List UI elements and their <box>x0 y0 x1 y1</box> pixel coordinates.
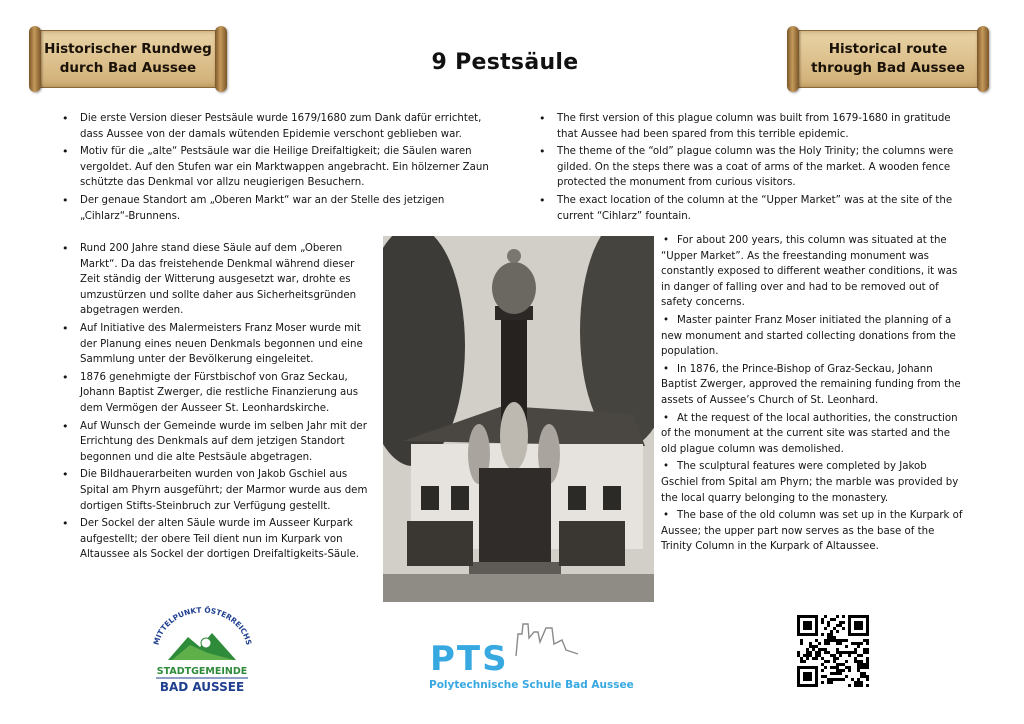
route-sign-german-text: Historischer Rundweg durch Bad Aussee <box>44 41 212 76</box>
pts-abbr: PTS <box>430 639 509 679</box>
english-paragraph: • At the request of the local authorities, the construction of the monument at the current site was started and the old plague column was demolished. <box>661 412 958 455</box>
qr-code[interactable] <box>797 615 869 687</box>
english-paragraph: • In 1876, the Prince-Bishop of Graz-Seckau, Johann Baptist Zwerger, approved the remaining funding from the assets of Aussee’s Church of St. Leonhard. <box>661 363 961 406</box>
english-paragraph: • The theme of the “old” plague column was the Holy Trinity; the columns were gilded. On the steps there was a coat of arms of the market. A wooden fence protected the monument from curious visitors. <box>537 144 967 191</box>
pts-school-name: Polytechnische Schule Bad Aussee <box>429 679 634 691</box>
english-text-list-bottom <box>661 233 966 557</box>
page-title: 9 Pestsäule <box>431 50 579 75</box>
english-paragraph: • The first version of this plague column was built from 1679-1680 in gratitude that Aussee had been spared from this terrible epidemic. <box>537 111 967 142</box>
german-paragraph: • Auf Wunsch der Gemeinde wurde im selben Jahr mit der Errichtung des Denkmals auf dem jetzigen Standort begonnen und die alte Pestsäule abgetragen. <box>60 419 370 466</box>
route-sign-english-text: Historical route through Bad Aussee <box>811 41 965 76</box>
municipality-emblem <box>150 605 255 695</box>
german-paragraph: • Der genaue Standort am „Oberen Markt“ war an der Stelle des jetzigen „Cihlarz“-Brunnens. <box>60 193 490 224</box>
municipality-arc-text: MITTELPUNKT ÖSTERREICHS <box>151 605 254 646</box>
english-text-list-top <box>537 111 967 226</box>
english-paragraph: • The sculptural features were completed by Jakob Gschiel from Spital am Phyrn; the marble was provided by the local quarry belonging to the monastery. <box>661 461 959 504</box>
english-paragraph: • The base of the old column was set up in the Kurpark of Aussee; the upper part now serves as the base of the Trinity Column in the Kurpark of Altaussee. <box>661 510 963 553</box>
german-text-list-top <box>60 111 490 226</box>
english-paragraph-text: The sculptural features were completed by Jakob Gschiel from Spital am Phyrn; the marble was provided by the local quarry belonging to the monastery. <box>661 461 959 504</box>
historic-photo-plague-column <box>383 236 654 602</box>
english-paragraph-text: The base of the old column was set up in the Kurpark of Aussee; the upper part now serves as the base of the Trinity Column in the Kurpark of Altaussee. <box>661 510 963 553</box>
german-paragraph: • Die erste Version dieser Pestsäule wurde 1679/1680 zum Dank dafür errichtet, dass Aussee von der damals wütenden Epidemie verschont geblieben war. <box>60 111 490 142</box>
german-paragraph: • Der Sockel der alten Säule wurde im Ausseer Kurpark aufgestellt; der obere Teil dient nun im Kurpark von Altaussee als Sockel der dortigen Dreifaltigkeits-Säule. <box>60 516 370 563</box>
german-paragraph: • Rund 200 Jahre stand diese Säule auf dem „Oberen Markt“. Da das freistehende Denkmal während dieser Zeit ständig der Witterung ausgesetzt war, drohte es umzustürzen und sollte daher aus Sicherheitsgründen abgetragen werden. <box>60 241 370 319</box>
municipality-line1: STADTGEMEINDE <box>156 666 248 677</box>
german-paragraph: • Die Bildhauerarbeiten wurden von Jakob Gschiel aus Spital am Phyrn ausgeführt; der Marmor wurde aus dem dortigen Stifts-Steinbruch zur Verfügung gestellt. <box>60 467 370 514</box>
german-paragraph: • 1876 genehmigte der Fürstbischof von Graz Seckau, Johann Baptist Zwerger, die restliche Finanzierung aus dem Vermögen der Ausseer St. Leonhardskirche. <box>60 370 370 417</box>
qr-code-pattern <box>797 615 869 687</box>
english-paragraph-text: Master painter Franz Moser initiated the planning of a new monument and started collecting donations from the population. <box>661 314 956 358</box>
german-paragraph: • Auf Initiative des Malermeisters Franz Moser wurde mit der Planung eines neuen Denkmals begonnen und eine Sammlung unter der Bevölkerung eingeleitet. <box>60 321 370 368</box>
german-paragraph: • Motiv für die „alte“ Pestsäule war die Heilige Dreifaltigkeit; die Säulen waren vergoldet. Auf den Stufen war ein Marktwappen angebracht. Ein hölzerner Zaun schützte das Denkmal vor allzu neugierigen Besuchern. <box>60 144 490 191</box>
route-sign-german <box>37 30 219 88</box>
photo-illustration <box>383 236 654 602</box>
english-paragraph-text: For about 200 years, this column was situated at the “Upper Market”. As the freestanding monument was constantly exposed to different weather conditions, it was in danger of falling over and had to be removed out of safety concerns. <box>661 235 958 309</box>
english-paragraph: • For about 200 years, this column was situated at the “Upper Market”. As the freestanding monument was constantly exposed to different weather conditions, it was in danger of falling over and had to be removed out of safety concerns. <box>661 235 958 309</box>
municipality-line2: BAD AUSSEE <box>159 680 245 694</box>
pts-school-logo <box>428 620 634 695</box>
pts-emblem <box>428 620 608 680</box>
route-sign-english <box>795 30 981 88</box>
english-paragraph-text: At the request of the local authorities, the construction of the monument at the current site was started and the old plague column was demolished. <box>661 412 958 455</box>
stadtgemeinde-bad-aussee-logo <box>150 605 255 695</box>
english-paragraph: • The exact location of the column at the “Upper Market” was at the site of the current “Cihlarz” fountain. <box>537 193 967 224</box>
english-paragraph-text: In 1876, the Prince-Bishop of Graz-Seckau, Johann Baptist Zwerger, approved the remaining funding from the assets of Aussee’s Church of St. Leonhard. <box>661 363 961 406</box>
english-paragraph: • Master painter Franz Moser initiated the planning of a new monument and started collecting donations from the population. <box>661 314 956 358</box>
german-text-list-bottom <box>60 241 370 565</box>
